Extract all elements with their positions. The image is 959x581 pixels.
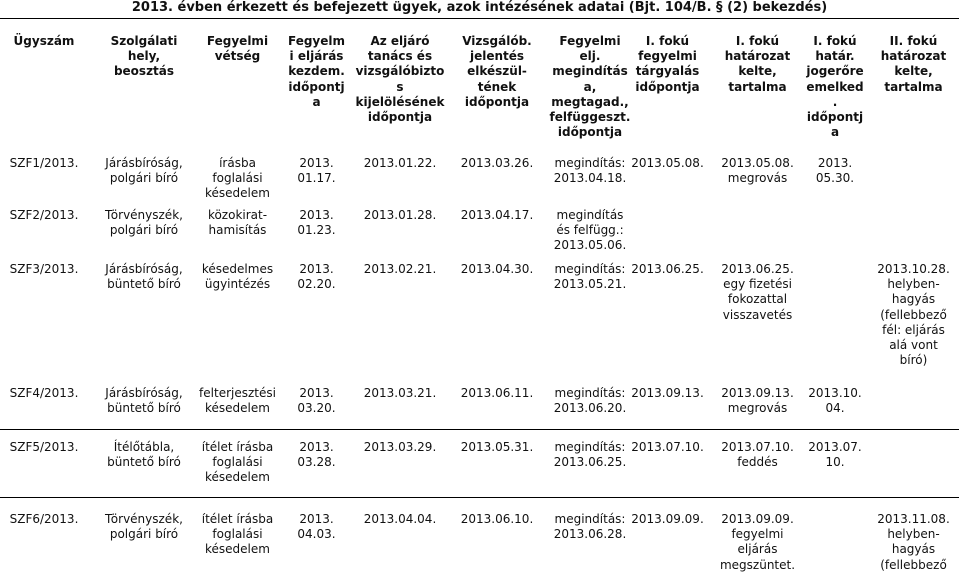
row-divider (0, 497, 959, 498)
cell-first-hearing-date: 2013.09.09. (631, 512, 704, 526)
cell-case-number: SZF5/2013. (9, 440, 79, 454)
cell-proceeding-date: megindítás: 2013.04.18. (553, 156, 627, 186)
cell-start-date: 2013. 01.23. (297, 208, 336, 238)
cell-council-appointment-date: 2013.03.29. (363, 440, 437, 454)
cell-first-final-date: 2013.07. 10. (808, 440, 862, 470)
cell-first-final-date: 2013.10. 04. (808, 386, 862, 416)
page-title: 2013. évben érkezett és befejezett ügyek, azok intézésének adatai (Bjt. 104/B. § (2) bekezdés) (131, 0, 828, 15)
cell-council-appointment-date: 2013.01.28. (363, 208, 437, 222)
cell-second-decision: 2013.11.08. helyben- hagyás (fellebbező (877, 512, 950, 572)
cell-case-number: SZF6/2013. (9, 512, 79, 526)
cell-council-appointment-date: 2013.04.04. (363, 512, 437, 526)
cell-report-date: 2013.04.30. (460, 262, 534, 276)
cell-start-date: 2013. 03.20. (297, 386, 336, 416)
cell-report-date: 2013.06.11. (460, 386, 534, 400)
header-first-hearing-date: I. fokú fegyelmi tárgyalás időpontja (635, 34, 700, 94)
cell-council-appointment-date: 2013.01.22. (363, 156, 437, 170)
cell-proceeding-date: megindítás: 2013.06.25. (553, 440, 627, 470)
cell-proceeding-date: megindítás: 2013.05.21. (553, 262, 627, 292)
cell-first-decision: 2013.09.09. fegyelmi eljárás megszüntet. (719, 512, 796, 572)
cell-council-appointment-date: 2013.03.21. (363, 386, 437, 400)
cell-first-decision: 2013.07.10. feddés (721, 440, 794, 470)
header-proceeding-date: Fegyelmi elj. megindítás a, megtagad., felfüggeszt. időpontja (549, 34, 631, 140)
cell-start-date: 2013. 01.17. (297, 156, 336, 186)
header-council-appointment-date: Az eljáró tanács és vizsgálóbizto s kijelölésének időpontja (355, 34, 445, 125)
cell-start-date: 2013. 02.20. (297, 262, 336, 292)
cell-offence: felterjesztési késedelem (199, 386, 276, 416)
cell-first-decision: 2013.09.13. megrovás (721, 386, 794, 416)
cell-location-position: Ítélőtábla, büntető bíró (107, 440, 181, 470)
row-divider (0, 429, 959, 430)
cell-first-final-date: 2013. 05.30. (815, 156, 855, 186)
cell-first-hearing-date: 2013.07.10. (631, 440, 704, 454)
cell-first-hearing-date: 2013.05.08. (631, 156, 704, 170)
cell-case-number: SZF2/2013. (9, 208, 79, 222)
cell-proceeding-date: megindítás: 2013.06.28. (553, 512, 627, 542)
cell-proceeding-date: megindítás és felfügg.: 2013.05.06. (553, 208, 627, 253)
header-case-number: Ügyszám (13, 34, 75, 48)
cell-case-number: SZF1/2013. (9, 156, 79, 170)
cell-offence: közokirat- hamisítás (207, 208, 268, 238)
cell-report-date: 2013.04.17. (460, 208, 534, 222)
cell-case-number: SZF3/2013. (9, 262, 79, 276)
cell-location-position: Járásbíróság, büntető bíró (105, 262, 183, 292)
cell-location-position: Járásbíróság, polgári bíró (105, 156, 183, 186)
cell-first-hearing-date: 2013.06.25. (631, 262, 704, 276)
header-offence: Fegyelmi vétség (206, 34, 269, 64)
cell-location-position: Törvényszék, polgári bíró (105, 512, 183, 542)
header-location-position: Szolgálati hely, beosztás (110, 34, 178, 79)
cell-proceeding-date: megindítás: 2013.06.20. (553, 386, 627, 416)
header-report-date: Vizsgálób. jelentés elkészül- tének időpontja (462, 34, 532, 109)
cell-location-position: Törvényszék, polgári bíró (105, 208, 183, 238)
cell-start-date: 2013. 03.28. (297, 440, 336, 470)
cell-location-position: Járásbíróság, büntető bíró (105, 386, 183, 416)
cell-first-decision: 2013.05.08. megrovás (721, 156, 794, 186)
cell-council-appointment-date: 2013.02.21. (363, 262, 437, 276)
cell-second-decision: 2013.10.28. helyben- hagyás (fellebbező fél: eljárás alá vont bíró) (877, 262, 950, 368)
header-second-decision: II. fokú határozat kelte, tartalma (880, 34, 947, 94)
cell-report-date: 2013.03.26. (460, 156, 534, 170)
table-top-border (0, 18, 959, 19)
cell-offence: írásba foglalási késedelem (205, 156, 270, 201)
header-first-decision: I. fokú határozat kelte, tartalma (724, 34, 791, 94)
cell-first-decision: 2013.06.25. egy fizetési fokozattal visszavetés (721, 262, 794, 322)
cell-case-number: SZF4/2013. (9, 386, 79, 400)
cell-report-date: 2013.05.31. (460, 440, 534, 454)
cell-offence: ítélet írásba foglalási késedelem (201, 512, 274, 557)
cell-report-date: 2013.06.10. (460, 512, 534, 526)
header-first-final-date: I. fokú határ. jogerőre emelked . időpontj a (806, 34, 864, 140)
cell-start-date: 2013. 04.03. (297, 512, 336, 542)
cell-offence: ítélet írásba foglalási késedelem (201, 440, 274, 485)
cell-offence: késedelmes ügyintézés (201, 262, 274, 292)
cell-first-hearing-date: 2013.09.13. (631, 386, 704, 400)
header-start-date: Fegyelm i eljárás kezdem. időpontj a (287, 34, 346, 109)
